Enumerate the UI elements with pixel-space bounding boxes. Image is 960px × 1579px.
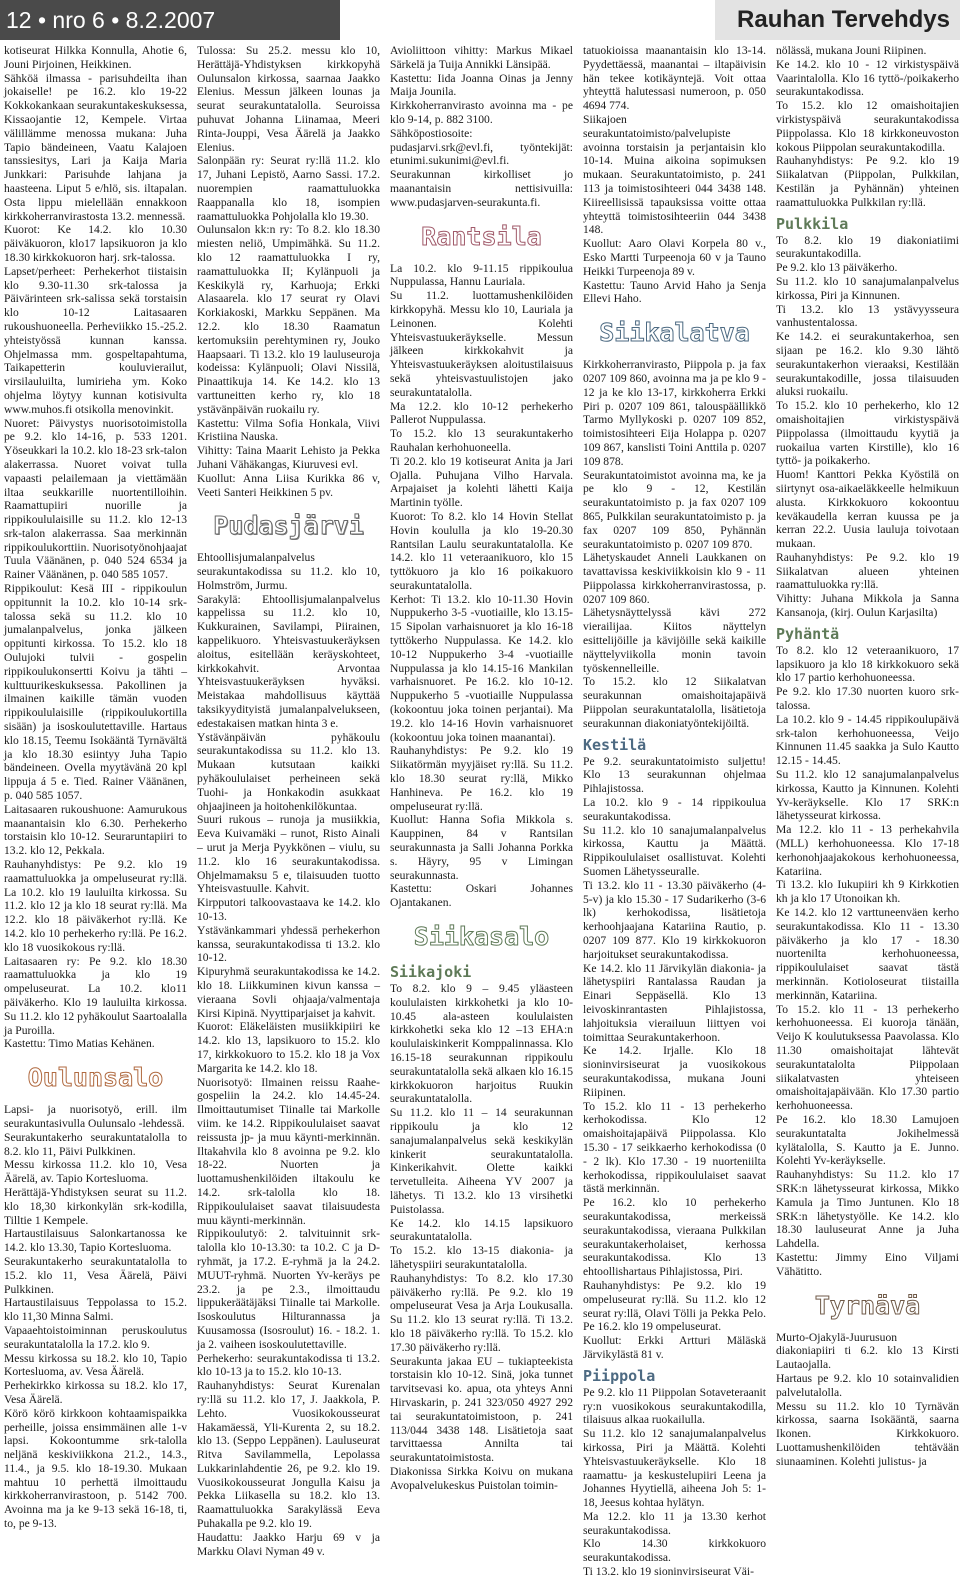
paragraph: Kuollut: Aaro Olavi Korpela 80 v., Esko Martti Turpeenoja 60 v ja Tauno Heikki Turpeenoja 89 v. — [583, 237, 766, 278]
paragraph: Rauhanyhdistys: Pe 9.2. klo 19 ompeluseurat ry:llä. Su 11.2. klo 12 seurat ry:llä, Olavi Tölli ja Pekka Pelo. Pe 16.2. klo 19 ompeluseurat. — [583, 1278, 766, 1334]
paragraph: Ystävänkammari yhdessä perhekerhon kanssa, seurakuntakodissa ti 13.2. klo 10-12. — [197, 923, 380, 965]
subtown-heading-siikajoki: Siikajoki — [390, 963, 472, 982]
paragraph: Kastettu: Timo Matias Kehänen. — [4, 1037, 155, 1051]
subtown-heading-pulkkila: Pulkkila — [776, 214, 849, 233]
paragraph: Laitasaaren ry: Pe 9.2. klo 18.30 raamattuluokka ja klo 19 ompeluseurat. La 10.2. klo11 päiväkerho. Klo 19 lauluilta kirkossa. Su 11.2. klo 12 pyhäkoulut Saartoalalla ja Puroilla. — [4, 954, 187, 1037]
paragraph: Su 11.2. klo 11 – 14 seurakunnan rippikoulu ja klo 12 sanajumalanpalvelus sekä keskikylän kinkerit seurakuntatalolla. Kinkerikahvit. Olette kaikki tervetulleita. Aiheena YV 2007 ja lähetys. Ti 13.2. klo 13 virsihetki Puistolassa. — [390, 1106, 573, 1216]
paragraph: To 8.2. klo 12 veteraanikuoro, 17 lapsikuoro ja klo 18 kirkkokuoro sekä klo 17 partio kerhohuoneessa. — [776, 643, 959, 685]
paragraph: Hartaus pe 9.2. klo 10 sotainvalidien palvelutalolla. — [776, 1371, 959, 1399]
paragraph: Hartaustilaisuus Teppolassa to 15.2. klo 11,30 Minna Salmi. — [4, 1296, 187, 1324]
paragraph: Kastettu: Iida Joanna Oinas ja Jenny Maija Jounila. — [390, 71, 573, 99]
paragraph: Körö körö kirkkoon kohtaamispaikka perheille, joissa ensimmäinen alle 1-v lapsi. Kokoontumme srk-talolla neljänä keskiviikkona 21.2., 14.3., 11.4., ja 9.5. klo 18-19.30. Mukaan mahtuu 10 perhettä ilmoittaudu kirkkoherranvirastoon, p. 5142 700. Avoinna ma ja ke 9-13 sekä 16-18, ti, to, pe 9-13. — [4, 1406, 187, 1531]
paragraph: Su 11.2. klo 12 sanajumalanpalvelus kirkossa, Piri ja Määttä. Kolehti Yhteisvastuukeräykselle. Klo 18 raamattu- ja keskustelupiiri Leena ja Johannes Hyytiellä, aiheena Joh 5: 1-18, Jeesus kohtaa hylätyn. — [583, 1427, 766, 1510]
paragraph: Ti 13.2. klo 19 sioninvirsiseurat Väi- — [583, 1565, 755, 1579]
page-header — [0, 0, 960, 40]
paragraph: Kerhot: Ti 13.2. klo 10-11.30 Hovin Nuppukerho 3-5 -vuotiaille, klo 13.15-15 Sipolan varhaisnuoret ja klo 16-18 tyttökerho Nuppulassa. Ke 14.2. klo 10-12 Nuppukerho 3-4 -vuotiaille Nuppulassa ja klo 14.15-16 Mankilan varhaisnuoret. Pe 16.2. klo 10-12. Nuppukerho 5 -vuotiaille Nuppulassa (kokoontuu joka toinen perjantai). Ma 19.2. klo 14-16 Hovin varhaisnuoret (kokoontuu joka toinen maanantai). — [390, 592, 573, 744]
paragraph: Pe 16.2. klo 10 perhekerho seurakuntakodissa, merkeissä seurakuntakodissa, vieraana Pulkkilan seurakuntakerholaiset, kerhossa seurakuntakodissa. Klo 13 ehtoollishartaus Pihlajistossa, Piri. — [583, 1196, 766, 1279]
paragraph: Sarakylä: Ehtoollisjumalanpalvelus kappelissa su 11.2. klo 10, Kukkurainen, Savilampi, Piirainen, kappelikuoro. Yhteisvastuukeräyksen aloitus, esitellään keräyskohteet, kirkkokahvit. Arvontaa Yhteisvastuukeräyksen hyväksi. Meistakaa mahdollisuus käyttää taksikyydityistä jumalanpalvelukseen, edestakaisen matkan hinta 3 e. — [197, 592, 380, 730]
subtown-heading-kestila: Kestilä — [583, 735, 647, 754]
paragraph: Kuollut: Erkki Artturi Mäläskä Järvikylästä 81 v. — [583, 1334, 766, 1361]
paragraph: Seurakunnan kirkolliset jo maanantaisin nettisivuilla: www.pudasjarven-seurakunta.fi. — [390, 168, 573, 209]
paragraph: Ti 13.2. klo 11 - 13.30 päiväkerho (4-5-v) ja klo 15.30 - 17 Sudarikerho (3-6 lk) kerhokodissa, lisätietoja kerhoohjaajana Katariina Rautio, p. 0207 109 877. Klo 19 kirkkokuoron harjoitukset seurakuntakodissa. — [583, 878, 766, 961]
paragraph: Tulossa: Su 25.2. messu klo 10, Herättäjä-Yhdistyksen kirkkopyhä Oulunsalon kirkossa, saarnaa Jaakko Elenius. Messun jälkeen lounas ja seurat seurakuntatalolla. Seuroissa puhuvat Johanna Liinamaa, Meeri Rinta-Jouppi, Vesa Äärelä ja Jaakko Elenius. — [197, 44, 380, 154]
paragraph: Ti 20.2. klo 19 kotiseurat Anita ja Jari Ojalla. Puhujana Vilho Harvala. Arpajaiset ja kolehti lähetti Kaija Martinin työlle. — [390, 454, 573, 510]
paragraph: Sähköä ilmassa - parisuhdeilta ihan jokaiselle! pe 16.2. klo 19-22 Kokkokankaan seurakuntakeskuksessa, Kissaojantie 12, Kempele. Virtaa välillämme menossa mukana: Juha Tapio bändeineen, Vaatu Kalajoen tanssiesitys, Lari ja Kaija Maria Junkkari: Parisuhde lahjana ja haasteena. Liput 5 e/hlö, sis. iltapalan. Osta lippu mielellään ennakkoon kirkkoherranvirastosta 13.2. mennessä. — [4, 71, 187, 223]
paragraph: Nuoret: Päivystys nuorisotoimistolla pe 9.2. klo 14-16, p. 533 1201. Yöseukkari la 10.2. klo 18-23 srk-talon alakerrassa. Nuoret voivat tulla vapaasti pelailemaan ja viettämään iltaa seukkarille nuortentilloihin. Raamattupiiri nuorille ja rippikoululaisille su 11.2. klo 12-13 srk-talon alakerrassa. Saa merkinnän rippikoulukorttiin. Nuorisotyönohjaajat Tuula Väänänen, p. 040 524 6534 ja Rainer Väänänen, p. 040 585 1057. — [4, 416, 187, 582]
paragraph: La 10.2. klo 9 - 14.45 rippikoulupäivä srk-talon kerhohuoneessa, Veijo Kinnunen 11.45 saakka ja Sulo Kautto 12.15 - 14.45. — [776, 712, 959, 768]
header-spacer — [340, 0, 715, 40]
paragraph: Rauhanyhdistys: Seurat Kurenalan ry:llä su 11.2. klo 17, J. Jaakkola, P. Lehto. Vuosikokousseurat Hakamäessä, Yli-Kurenta 2, su 18.2. klo 13. (Seppo Leppänen). Lauluseurat Ritva Savilammella, Lepolassa Lukkarinlahdentie 26, pe 9.2. klo 19. Vuosikokousseurat Jongulla Kaisu ja Pekka Liikasella su 18.2. klo 13. Raamattuluokka Sarakylässä Eeva Puhakalla pe 9.2. klo 19. — [197, 1379, 380, 1531]
paragraph: Kastettu: Vilma Sofia Honkala, Viivi Kristiina Nauska. — [197, 416, 380, 444]
paragraph: Kastettu: Tauno Arvid Haho ja Senja Ellevi Haho. — [583, 278, 766, 306]
paragraph: Pe 9.2. klo 13 päiväkerho. — [776, 261, 898, 275]
paragraph: Vapaaehtoistoiminnan peruskoulutus seurakuntatalolla la 17.2. klo 9. — [4, 1323, 187, 1351]
paragraph: Kuorot: To 8.2. klo 14 Hovin Stellat Hovin koululla ja klo 19-20.30 Rantsilan Laulu seurakuntatalolla. Ke 14.2. klo 11 veteraanikuoro, klo 15 tyttökuoro ja klo 16 poikakuoro seurakuntatalolla. — [390, 509, 573, 592]
paragraph: Rauhanyhdistys: Su 11.2. klo 17 SRK:n lähetysseurat kirkossa, Mikko Kamula ja Timo Juntunen. Klo 18 SRK:n lähetystyölle. Ke 14.2. klo 18.30 lauluseurat Anne ja Juha Lahdella. — [776, 1168, 959, 1251]
paragraph: Ke 14.2. Irjalle. Klo 18 sioninvirsiseurat ja vuosikokous seurakuntakodissa, mukana Jouni Riipinen. — [583, 1044, 766, 1099]
town-heading-oulunsalo: Oulunsalo — [27, 1063, 164, 1093]
town-heading-tyrnava: Tyrnävä — [814, 1290, 921, 1320]
paragraph: Rauhanyhdistys: To 8.2. klo 17.30 päiväkerho ry:llä. Pe 9.2. klo 19 ompeluseurat Vesa ja Arja Loukusalla. Su 11.2. klo 13 seurat ry:llä. Ti 13.2. klo 18 päiväkerho ry:llä. To 15.2. klo 17.30 päiväkerho ry:llä. — [390, 1271, 573, 1354]
paragraph: Lähetyskaudet Anneli Laukkanen on tavattavissa keskiviikkoisin klo 9 - 11 Piippolassa kirkkoherranvirastossa, p. 0207 109 860. — [583, 551, 766, 606]
paragraph: Messu kirkossa su 18.2. klo 10, Tapio Kortesluoma, av. Vesa Äärelä. — [4, 1351, 187, 1379]
paragraph: Kipuryhmä seurakuntakodissa ke 14.2. klo 18. Liikkuminen kivun kanssa – vieraana Sovli ohjaaja/valmentaja Kirsi Kipinä. Nyyttiparjaiset ja kahvit. — [197, 965, 380, 1020]
paragraph: Oulunsalon kk:n ry: To 8.2. klo 18.30 miesten neliö, Umpimähkä. Su 11.2. klo 12 raamattuluokka I ry, raamattuluokka II; Kylänpuoli ja Keskikylä ry, Karhuoja; Erkki Alasaarela. klo 17 seurat ry Olavi Korkiakoski, Markku Seppänen. Ma 12.2. klo 18.30 Raamatun kertomuksiin perehtyminen ry, Jouko Haapsaari. Ti 13.2. klo 19 lauluseuroja kodeissa: Kylänpuoli; Olavi Nissilä, Pinaattikuja 14. Ke 14.2. klo 13 varttuneitten kerho ry, klo 18 ystävänpäivän ruokailu ry. — [197, 223, 380, 416]
paragraph: Kuollut: Anna Liisa Kurikka 86 v, Veeti Santeri Heikkinen 5 pv. — [197, 471, 380, 499]
paragraph: Seurakuntatoimistot avoinna ma, ke ja pe klo 9 - 12, Kestilän seurakuntatoimisto p. ja fax 0207 109 865, Pulkkilan seurakuntatoimisto p. ja fax 0207 109 850, Pyhännän seurakuntatoimisto p. 0207 109 870. — [583, 468, 766, 551]
paragraph: To 15.2. klo 13-15 diakonia- ja lähetyspiiri seurakuntatalolla. — [390, 1244, 573, 1271]
paragraph: Klo 14.30 kirkkokuoro seurakuntakodissa. — [583, 1537, 766, 1565]
paragraph: Seurakuntakerho seurakuntatalolla to 15.2. klo 11, Vesa Äärelä, Päivi Pulkkinen. — [4, 1254, 187, 1296]
paragraph: Salonpään ry: Seurat ry:llä 11.2. klo 17, Juhani Lepistö, Aarno Sassi. 17.2. nuorempien raamattuluokka Raappanalla klo 18, isompien raamattuluokka Pohjolalla klo 19.30. — [197, 154, 380, 223]
paragraph: Murto-Ojakylä-Juurusuon diakoniapiiri ti 6.2. klo 13 Kirsti Lautaojalla. — [776, 1330, 959, 1372]
paragraph: kotiseurat Hilkka Konnulla, Ahotie 6, Jouni Pirjoinen, Heikkinen. — [4, 44, 187, 71]
column-3 — [390, 44, 574, 1492]
paragraph: La 10.2. klo 9-11.15 rippikoulua Nuppulassa, Hannu Lauriala. — [390, 261, 573, 289]
paragraph: To 15.2. klo 11 - 13 perhekerho kerhokodissa. Klo 12 omaishoitajapäivä Piippolassa. Klo 15.30 - 17 seikkaerho kerhokodissa (0 - 2 lk). Klo 17.30 - 19 nuorteniilta kerhokodissa, rippikoululaiset saavat tästä merkinnän. — [583, 1099, 766, 1196]
paragraph: Diakonissa Sirkka Koivu on mukana Avopalvelukeskus Puistolan toimin- — [390, 1464, 573, 1492]
subtown-heading-piippola: Piippola — [583, 1366, 656, 1385]
subtown-heading-pyhanta: Pyhäntä — [776, 624, 840, 643]
paragraph: To 8.2. klo 9 – 9.45 yläasteen koululaisten kirkkohetki ja klo 10-10.45 ala-asteen koululaisten kirkkohetki seka klo 12 –13 EHA:n koululaiskinkerit Komppalinnassa. Klo 16.15-18 seurakunnan rippikoulu seurakuntatalolla sekä alkaen klo 16.15 kirkkokuoron harjoitus Ruukin seurakuntatalolla. — [390, 982, 573, 1106]
paragraph: Ma 12.2. klo 11 ja 13.30 kerhot seurakuntakodissa. — [583, 1509, 766, 1537]
newspaper-page — [0, 40, 960, 1579]
paragraph: Kastettu: Jimmy Eino Viljami Vähätitto. — [776, 1250, 959, 1278]
paragraph: Rippikoulutyö: 2. talvituinnit srk-talolla klo 10-13.30: ta 10.2. C ja D-ryhmät, ja 17.2. E-ryhmä ja la 24.2. MUUT-ryhmä. Nuorten Yv-keräys pe 23.2. ja pe 2.3., ilmoittaudu lippukeräätäjäksi Tiinalle tai Markolle. Isoskoulutus Hilturannassa ja Kuusamossa (Isosroulut) 16. - 18.2. 1. ja 2. vaiheen isoskoulutettaville. — [197, 1227, 380, 1351]
paragraph: Nuorisotyö: Ilmainen reissu Raahe-gospeliin la 24.2. klo 14.45-24. Ilmoittautumiset Tiinalle tai Markolle viim. ke 14.2. Rippikoululaiset saavat reissusta jp- ja muu käynti-merkinnän. Iltakahvila klo 8 avoinna pe 9.2. klo 18-22. Nuorten ja luottamushenkilöiden iltakoulu ke 14.2. srk-talolla klo 18. Rippikoululaiset saavat tilaisuudesta muu käynti-merkinnän. — [197, 1075, 380, 1227]
paragraph: To 8.2. klo 19 diakoniatiimi seurakuntakodilla. — [776, 233, 959, 261]
paragraph: Ma 12.2. klo 10-12 perhekerho Pallerot Nuppulassa. — [390, 399, 573, 427]
paragraph: Pe 9.2. klo 11 Piippolan Sotaveteraanit ry:n vuosikokous seurakuntakodilla, tilaisuus alkaa ruokailulla. — [583, 1385, 766, 1427]
paragraph: To 15.2. klo 11 - 13 perhekerho kerhohuoneessa. Ei kuoroja tänään, Veijo K koulutuksessa Paavolassa. Klo 11.30 omaishoitajat lähtevät seurakuntatalolta Piippolaan siikalatvasten yhteiseen omaishoitajapäivään. Klo 17.30 partio kerhohuoneessa. — [776, 1002, 959, 1113]
paragraph: Lapsi- ja nuorisotyö, erill. ilm seurakuntasivulla Oulunsalo -lehdessä. — [4, 1103, 187, 1130]
paragraph: Rauhanyhdistys: Pe 9.2. klo 19 Siikalatvan (Piippolan, Pulkkilan, Kestilän ja Pyhännän) yhteinen raamattuluokka Pulkkilan ry:llä. — [776, 154, 959, 209]
column-5 — [776, 44, 959, 1468]
paragraph: Hartaustilaisuus Salonkartanossa ke 14.2. klo 13.30, Tapio Kortesluoma. — [4, 1227, 187, 1255]
paragraph: Ma 12.2. klo 11 - 13 perhekahvila (MLL) kerhohuoneessa. Klo 17-18 kerhonohjaajakokous kerhohuoneessa, Katariina. — [776, 823, 959, 878]
paragraph: Su 11.2. klo 10 sanajumalanpalvelus kirkossa, Kauttu ja Määttä. Rippikoululaiset osallistuvat. Kolehti Suomen Lähetysseuralle. — [583, 823, 766, 879]
paragraph: Pe 9.2. klo 17.30 nuorten kuoro srk-talossa. — [776, 685, 959, 713]
paragraph: Ehtoollisjumalanpalvelus seurakuntakodissa su 11.2. klo 10, Holmström, Jurmu. — [197, 551, 380, 592]
column-1 — [4, 44, 188, 1531]
paragraph: Ke 14.2. klo 10 - 12 virkistyspäivä Vaarintalolla. Klo 16 tyttö-/poikakerho seurakuntakodissa. — [776, 57, 959, 99]
paragraph: Kuollut: Hanna Sofia Mikkola s. Kauppinen, 84 v Rantsilan seurakunnasta ja Salli Johanna Porkka s. Häyry, 95 v Limingan seurakunnasta. — [390, 813, 573, 882]
paragraph: Vihitty: Juhana Mikkola ja Sanna Kansanoja, (kirj. Oulun Karjasilta) — [776, 592, 959, 620]
paragraph: To 15.2. klo 12 Siikalatvan seurakunnan omaishoitajapäivä Piippolan seurakuntatalolla, lisätietoja seurakunnan diakoniatyöntekijöiltä. — [583, 675, 766, 730]
paragraph: Haudattu: Jaakko Harju 69 v ja Markku Olavi Nyman 49 v. — [197, 1530, 380, 1558]
paragraph: Siikajoen seurakuntatoimisto/palvelupiste avoinna torstaisin ja perjantaisin klo 10-14. Muina aikoina sopimuksen mukaan. Seurakuntatoimisto, p. 241 113 ja toimistosihteeri 044 3438 148. Kiireellisissä tapauksissa voitte ottaa yhteyttä toimistosihteeriin 044 3438 148. — [583, 112, 766, 237]
paragraph: Laitasaaren rukoushuone: Aamurukous maanantaisin klo 6.30. Perhekerho torstaisin klo 10-12. Seuraruntapiiri to 13.2. klo 12, Pekkala. — [4, 802, 187, 858]
paragraph: Ke 14.2. klo 14.15 lapsikuoro seurakuntatalolla. — [390, 1216, 573, 1244]
paragraph: Lapset/perheet: Perhekerhot tiistaisin klo 9.30-11.30 srk-talossa ja Päivärinteen srk-salissa sekä torstaisin klo 10-12 Laitasaaren rukoushuoneella. Perheviikko 15.-25.2. yhteistyössä kunnan kanssa. Ohjelmassa mm. gospeltapahtuma, Taikapetterin kouluvierailut, virsilauluilta, lumirieha ym. Koko ohjelma löytyy kunnan kotisivulta www.muhos.fi otsikolla menovinkit. — [4, 264, 187, 416]
town-heading-siikasalo: Siikasalo — [413, 922, 550, 952]
paragraph: Kastettu: Oskari Johannes Ojantakanen. — [390, 882, 573, 910]
paragraph: Messu su 11.2. klo 10 Tyrnävän kirkossa, saarna Isokääntä, saarna Ikonen. Kirkkokuoro. Luottamushenkilöiden tehtävään siunaaminen. Kolehti julistus- ja — [776, 1399, 959, 1468]
paragraph: Ystävänpäivän pyhäkoulu seurakuntakodissa su 11.2. klo 13. Mukaan kutsutaan kaikki pyhäkoululaiset perheineen sekä Tuohi- ja Honkakodin asukkaat ohjaajineen ja hoitohenkilökuntaa. — [197, 730, 380, 813]
paragraph: Ke 14.2. ei seurakuntakerhoa, sen sijaan pe 16.2. klo 9.30 lähtö seurakuntakerhon vieraaksi, Kestilään seurakuntakodille, jossa tilaisuuden aluksi ruokailu. — [776, 330, 959, 399]
issue-info: 12 • nro 6 • 8.2.2007 — [0, 0, 340, 40]
town-heading-siikalatva: Siikalatva — [599, 318, 750, 348]
paragraph: Kuorot: Eläkeläisten musiikkipiiri ke 14.2. klo 13, lapsikuoro to 15.2. klo 17, kirkkokuoro to 15.2. klo 18 ja Vox Margarita ke 14.2. klo 18. — [197, 1020, 380, 1075]
paragraph: Su 11.2. luottamushenkilöiden kirkkopyhä. Messu klo 10, Lauriala ja Leinonen. Kolehti Yhteisvastuukeräykselle. Messun jälkeen kirkkokahvit ja Yhteisvastuukeräyksen aloitustilaisuus sekä yhteisvastuulistojen jako seurakuntatalolla. — [390, 289, 573, 399]
paragraph: Ke 14.2. klo 12 varttuneenväen kerho seurakuntakodissa. Klo 11 - 13.30 päiväkerho ja klo 17 - 18.30 nuortenilta kerhohuoneessa, rippikoululaiset saavat tästä merkinnän. Kotioloseurat tiistailla merkinnän, Katariina. — [776, 906, 959, 1002]
paragraph: Kuorot: Ke 14.2. klo 10.30 päiväkuoron, klo17 lapsikuoron ja klo 18.30 kirkkokuoron harj. srk-talossa. — [4, 223, 187, 264]
paragraph: Ke 14.2. klo 11 Järvikylän diakonia- ja lähetyspiiri Rantalassa Raudan ja Einari Seppäsellä. Klo 13 leivoskinrantasten Pihlajistossa, lahjoituksia vierailuun liittyen voi toimittaa Seurakuntakerhoon. — [583, 961, 766, 1044]
paragraph: Perhekerho: seurakuntakodissa ti 13.2. klo 10-13 ja to 15.2. klo 10-13. — [197, 1351, 380, 1379]
paragraph: Lähetysnäyttelyssä kävi 272 vierailijaa. Kiitos näyttelyn esittelijöille ja kävijöille sekä kaikille näyttelyviikolla monin tavoin työskennelleille. — [583, 606, 766, 675]
paragraph: Vihitty: Taina Maarit Lehisto ja Pekka Juhani Vähäkangas, Kiuruvesi evl. — [197, 444, 380, 471]
paragraph: Avioliittoon vihitty: Markus Mikael Särkelä ja Tuija Annikki Länsipää. — [390, 44, 573, 71]
paragraph: Su 11.2. klo 10 sanajumalanpalvelus kirkossa, Piri ja Kinnunen. — [776, 274, 959, 302]
paragraph: tatuokioissa maanantaisin klo 13-14. Pyydettäessä, maanantai – iltapäivisin hän tekee kotikäyntejä. Voit ottaa yhteyttä halutessasi numeroon, p. 050 4694 774. — [583, 44, 766, 113]
paragraph: Rauhanyhdistys: Pe 9.2. klo 19 Siikatörmän myyjäiset ry:llä. Su 11.2. klo 18.30 seurat ry:llä, Mikko Hanhineva. Pe 16.2. klo 19 ompeluseurat ry:llä. — [390, 744, 573, 813]
paragraph: To 15.2. klo 10 perhekerho, klo 12 omaishoitajien virkistyspäivä Piippolassa (ilmoittaudu kyytiä ja ruokailua varten Kirstille), klo 16 tyttö- ja poikakerho. — [776, 399, 959, 468]
publication-title: Rauhan Tervehdys — [715, 0, 960, 40]
paragraph: Sähköpostiosoite: pudasjarvi.srk@evl.fi, työntekijät: etunimi.sukunimi@evl.fi. — [390, 126, 573, 168]
paragraph: To 15.2. klo 12 omaishoitajien virkistyspäivä seurakuntakodissa Piippolassa. Klo 18 kirkkoneuvoston kokous Piippolan seurakuntakodilla. — [776, 99, 959, 154]
paragraph: Ti 13.2. klo Iukupiiri kh 9 Kirkkotien kh ja klo 17 Utonoikan kh. — [776, 878, 959, 906]
paragraph: La 10.2. klo 9 - 14 rippikoulua seurakuntakodissa. — [583, 796, 766, 823]
paragraph: Pe 9.2. seurakuntatoimisto suljettu! Klo 13 seurakunnan ohjelmaa Pihlajistossa. — [583, 754, 766, 796]
paragraph: Herättäjä-Yhdistyksen seurat su 11.2. klo 18,30 kirkonkylän srk-kodilla, Tilltie 1 Kempele. — [4, 1185, 187, 1227]
paragraph: Rauhanyhdistys: Pe 9.2. klo 19 raamattuluokka ja ompeluseurat ry:llä. La 10.2. klo 19 lauluilta kirkossa. Su 11.2. klo 12 ja klo 18 seurat ry:llä. Ma 12.2. klo 18 päiväkerhot ry:llä. Ke 14.2. klo 10 perhekerho ry:llä. Pe 16.2. klo 18 vuosikokous ry:llä. — [4, 858, 187, 954]
paragraph: To 15.2. klo 13 seurakuntakerho Rauhalan kerhohuoneella. — [390, 427, 573, 454]
column-2 — [197, 44, 381, 1558]
paragraph: Pe 16.2. klo 18.30 Lamujoen seurakuntatalta Jokihelmessä kylätalolla, S. Kautto ja E. Junno. Kolehti Yv-keräykselle. — [776, 1112, 959, 1168]
paragraph: Rauhanyhdistys: Pe 9.2. klo 19 Siikalatvan alueen yhteinen raamattuluokka ry:llä. — [776, 550, 959, 592]
town-heading-pudasjarvi: Pudasjärvi — [213, 511, 364, 541]
paragraph: Ti 13.2. klo 13 ystävyysseura vanhustentalossa. — [776, 302, 959, 330]
paragraph: Huom! Kanttori Pekka Kyöstilä on siirtynyt osa-aikaeläkkeelle helmikuun alusta. Kirkkokuoro kokoontuu keväkaudella kerran kuussa pe ja kerran 22.2. Uusia lauluja toivotaan mukaan. — [776, 468, 959, 551]
paragraph: Messu kirkossa 11.2. klo 10, Vesa Äärelä, av. Tapio Kortesluoma. — [4, 1158, 187, 1186]
column-4 — [583, 44, 767, 1579]
town-heading-rantsila: Rantsila — [421, 221, 542, 251]
paragraph: Kirkkoherranvirasto, Piippola p. ja fax 0207 109 860, avoinna ma ja pe klo 9 - 12 ja ke klo 13-17, kirkkoherra Erkki Piri p. 0207 109 861, talouspäällikkö Tarmo Myllykoski p. 0207 109 852, toimistosihteeri Eija Holappa p. 0207 109 867, kanslisti Toini Anttila p. 0207 109 878. — [583, 358, 766, 468]
paragraph: Su 11.2. klo 12 sanajumalanpalvelus kirkossa, Kautto ja Kinnunen. Kolehti Yv-keräykselle. Klo 17 SRK:n lähetysseurat kirkossa. — [776, 768, 959, 823]
paragraph: Seurakuntakerho seurakuntatalolla to 8.2. klo 11, Päivi Pulkkinen. — [4, 1130, 187, 1158]
paragraph: Suuri rukous – runoja ja musiikkia, Eeva Kuivamäki – runot, Risto Ainali – urut ja Merja Pyykkönen – viulu, su 11.2. klo 16 seurakuntakodissa. Ohjelmamaksu 5 e, tilaisuuden tuotto Yhteisvastuulle. Kahvit. — [197, 813, 380, 896]
paragraph: Rippikoulut: Kesä III - rippikoulun oppitunnit la 10.2. klo 10-14 srk-talossa sekä su 11.2. klo 10 jumalanpalvelus, jonka jälkeen oppitunti kirkossa. To 15.2. klo 18 Oulujoki tulvii - gospelin rippikoulukonsertti Koivu ja tähti – kulttuurikeskuksessa. Pakollinen ja ilmainen kaikille tämän vuoden rippikoululaisille (rippikoulukortilla sisään) ja isoskoulutettaville. Hartaus klo 18.15, Teemu Isokääntä Tyrnävältä ja klo 18.30 esiintyy Juha Tapio bändeineen. Ovella myytävänä 20 kpl lippuja á 5 e. Tied. Rainer Väänänen, p. 040 585 1057. — [4, 582, 187, 803]
paragraph: nölässä, mukana Jouni Riipinen. — [776, 44, 927, 57]
paragraph: Perhekirkko kirkossa su 18.2. klo 17, Vesa Äärelä. — [4, 1379, 187, 1406]
paragraph: Kirkkoherranvirasto avoinna ma - pe klo 9-14, p. 882 3100. — [390, 99, 573, 126]
paragraph: Kirpputori talkoovastaava ke 14.2. klo 10-13. — [197, 896, 380, 924]
paragraph: Seurakunta jakaa EU – tukiapteekista torstaisin klo 10-12. Sinä, joka tunnet tarvitsevasi ko. apua, ota yhteys Anni Hirvaskarin, p. 241 323/050 4927 292 tai seurakuntatoimistoon, p. 241 113/044 3438 148. Lisätietoja saat tarvittaessa Annilta tai seurakuntatoimistosta. — [390, 1354, 573, 1465]
